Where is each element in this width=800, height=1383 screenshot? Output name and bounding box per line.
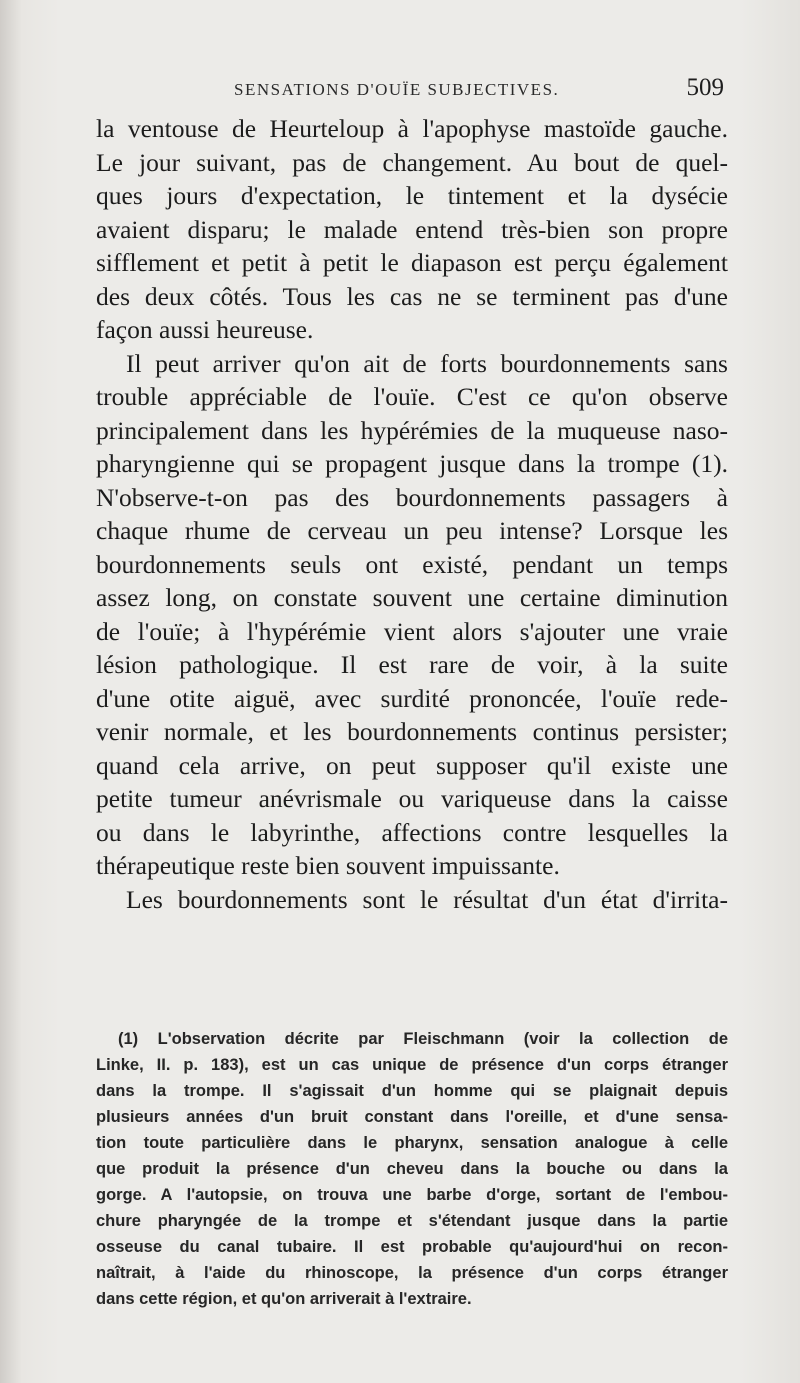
footnote-line: (1) L'observation décrite par Fleischmann (voir la collection de — [118, 1030, 728, 1048]
body-line: petite tumeur anévrismale ou variqueuse dans la caisse — [96, 784, 728, 813]
body-line: bourdonnements seuls ont existé, pendant un temps — [96, 549, 728, 579]
body-line: pharyngienne qui se propagent jusque dans la trompe (1). — [96, 449, 728, 478]
body-line: Il peut arriver qu'on ait de forts bourdonnements sans — [126, 348, 728, 378]
body-line: la ventouse de Heurteloup à l'apophyse mastoïde gauche. — [96, 114, 728, 143]
body-line: de l'ouïe; à l'hypérémie vient alors s'ajouter une vraie — [96, 616, 728, 646]
body-line: façon aussi heureuse. — [96, 315, 314, 344]
footnote-line: plusieurs années d'un bruit constant dans l'oreille, et d'une sensa- — [96, 1108, 728, 1126]
body-line: N'observe-t-on pas des bourdonnements passagers à — [96, 482, 728, 512]
footnote-line: Linke, II. p. 183), est un cas unique de présence d'un corps étranger — [96, 1056, 728, 1074]
footnote-line: dans cette région, et qu'on arriverait à l'extraire. — [96, 1290, 472, 1308]
body-line: principalement dans les hypérémies de la muqueuse naso- — [96, 415, 728, 445]
body-text — [96, 112, 728, 916]
page-number: 509 — [686, 74, 724, 101]
body-line: venir normale, et les bourdonnements continus persister; — [96, 717, 728, 746]
body-line: assez long, on constate souvent une certaine diminution — [96, 583, 728, 612]
body-line: Les bourdonnements sont le résultat d'un état d'irrita- — [126, 884, 728, 914]
running-title: SENSATIONS D'OUÏE SUBJECTIVES. — [234, 80, 560, 99]
footnote-line: que produit la présence d'un cheveu dans la bouche ou dans la — [96, 1160, 728, 1178]
body-line: avaient disparu; le malade entend très-bien son propre — [96, 214, 728, 244]
body-line: trouble appréciable de l'ouïe. C'est ce qu'on observe — [96, 382, 728, 411]
body-line: des deux côtés. Tous les cas ne se terminent pas d'une — [96, 281, 728, 311]
page-header — [96, 76, 728, 108]
body-line: d'une otite aiguë, avec surdité prononcée, l'ouïe rede- — [96, 683, 728, 713]
footnote-line: dans la trompe. Il s'agissait d'un homme qui se plaignait depuis — [96, 1082, 728, 1100]
footnote-line: chure pharyngée de la trompe et s'étendant jusque dans la partie — [96, 1212, 728, 1230]
body-line: ou dans le labyrinthe, affections contre lesquelles la — [96, 817, 728, 847]
footnote-line: naîtrait, à l'aide du rhinoscope, la présence d'un corps étranger — [96, 1264, 728, 1282]
footnote — [96, 1026, 728, 1312]
body-line: Le jour suivant, pas de changement. Au bout de quel- — [96, 147, 728, 177]
body-line: ques jours d'expectation, le tintement et la dysécie — [96, 181, 728, 210]
footnote-line: tion toute particulière dans le pharynx, sensation analogue à celle — [96, 1134, 728, 1152]
body-line: lésion pathologique. Il est rare de voir, à la suite — [96, 650, 728, 679]
body-line: sifflement et petit à petit le diapason est perçu également — [96, 248, 728, 277]
body-line: chaque rhume de cerveau un peu intense? Lorsque les — [96, 516, 728, 545]
footnote-line: gorge. A l'autopsie, on trouva une barbe d'orge, sortant de l'embou- — [96, 1186, 728, 1204]
body-line: thérapeutique reste bien souvent impuissante. — [96, 851, 560, 880]
footnote-line: osseuse du canal tubaire. Il est probable qu'aujourd'hui on recon- — [96, 1238, 728, 1256]
body-line: quand cela arrive, on peut supposer qu'il existe une — [96, 750, 728, 780]
